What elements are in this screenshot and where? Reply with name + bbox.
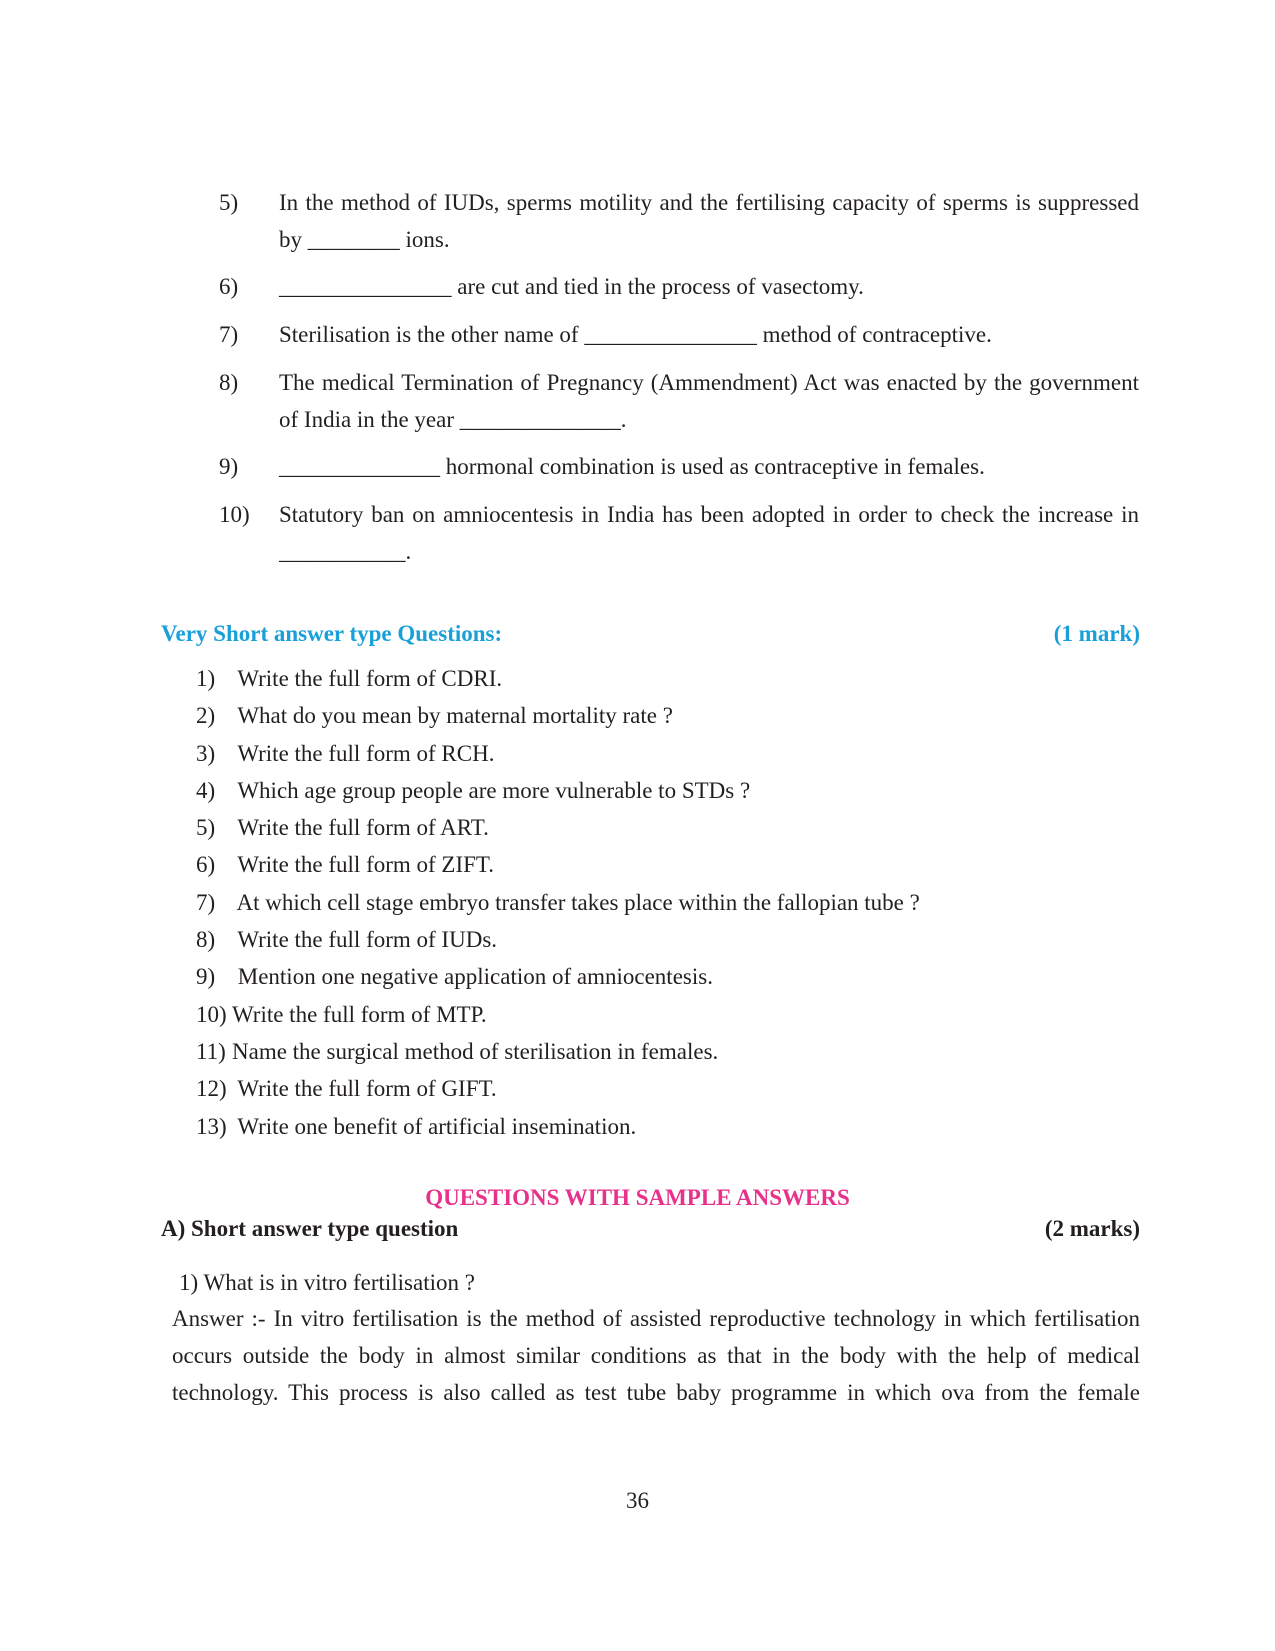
- item-text: Write the full form of ART.: [237, 815, 489, 841]
- item-text: Write the full form of IUDs.: [237, 927, 498, 953]
- item-text: Sterilisation is the other name of _______________ method of contraceptive.: [279, 322, 992, 347]
- list-item: [196, 735, 920, 772]
- very-short-question-list: [196, 660, 920, 1145]
- item-text: Write the full form of GIFT.: [237, 1076, 497, 1102]
- item-number: 10): [219, 502, 250, 527]
- item-number: 10): [196, 1001, 227, 1027]
- list-item: [196, 1033, 920, 1070]
- item-number: 7): [219, 322, 239, 347]
- item-number: 13): [196, 1113, 227, 1139]
- item-number: 1): [196, 666, 216, 691]
- sample-answer: Answer :- In vitro fertilisation is the method of assisted reproductive technology in which fertilisation occurs outside the body in almost similar conditions as that in the body with the help of medical technology. This process is also called as test tube baby programme in which ova from the female: [172, 1306, 1140, 1405]
- item-text: Write the full form of RCH.: [237, 740, 495, 766]
- list-item: [196, 996, 920, 1033]
- item-text: _______________ are cut and tied in the process of vasectomy.: [279, 274, 864, 299]
- item-number: 9): [219, 454, 239, 479]
- list-item: [196, 1070, 920, 1107]
- item-number: 6): [196, 852, 216, 878]
- list-item: [196, 921, 920, 958]
- list-item: [196, 884, 920, 921]
- item-number: 2): [196, 703, 216, 729]
- marks-label: (2 marks): [1044, 1216, 1140, 1241]
- item-text: At which cell stage embryo transfer takes place within the fallopian tube ?: [236, 889, 920, 915]
- item-text: The medical Termination of Pregnancy (Ammendment) Act was enacted by the government of India in the year ______________.: [279, 370, 1139, 432]
- section-heading: A) Short answer type question: [161, 1216, 459, 1241]
- item-number: 5): [196, 815, 216, 841]
- item-number: 4): [196, 777, 216, 803]
- item-number: 12): [196, 1076, 227, 1102]
- item-text: Statutory ban on amniocentesis in India has been adopted in order to check the increase in ___________.: [279, 502, 1139, 564]
- list-item: [196, 809, 920, 846]
- item-text: ______________ hormonal combination is used as contraceptive in females.: [279, 454, 985, 479]
- item-text: What do you mean by maternal mortality rate ?: [237, 703, 673, 729]
- item-text: Name the surgical method of sterilisation in females.: [232, 1038, 719, 1064]
- list-item: [196, 772, 920, 809]
- list-item: [196, 958, 920, 995]
- item-number: 6): [219, 274, 239, 299]
- section-heading: Very Short answer type Questions:: [161, 621, 503, 646]
- item-text: Mention one negative application of amniocentesis.: [237, 964, 713, 990]
- item-text: In the method of IUDs, sperms motility and the fertilising capacity of sperms is suppressed by ________ ions.: [279, 190, 1139, 252]
- item-text: Write the full form of ZIFT.: [237, 852, 495, 878]
- item-number: 8): [219, 370, 239, 395]
- marks-label: (1 mark): [1053, 621, 1140, 646]
- item-text: Write the full form of CDRI.: [237, 666, 503, 691]
- item-number: 9): [196, 964, 216, 990]
- item-number: 7): [196, 889, 216, 915]
- item-text: Write the full form of MTP.: [232, 1001, 487, 1027]
- item-number: 3): [196, 740, 216, 766]
- list-item: [196, 697, 920, 734]
- item-number: 8): [196, 927, 216, 953]
- item-number: 5): [219, 190, 239, 215]
- sample-answers-title: QUESTIONS WITH SAMPLE ANSWERS: [425, 1185, 850, 1210]
- list-item: [196, 660, 920, 697]
- list-item: [196, 846, 920, 883]
- page-number: 36: [626, 1488, 649, 1513]
- sample-question: 1) What is in vitro fertilisation ?: [179, 1270, 475, 1295]
- item-text: Write one benefit of artificial insemination.: [237, 1113, 637, 1139]
- item-number: 11): [196, 1038, 226, 1064]
- list-item: [196, 1108, 920, 1145]
- item-text: Which age group people are more vulnerable to STDs ?: [237, 777, 751, 803]
